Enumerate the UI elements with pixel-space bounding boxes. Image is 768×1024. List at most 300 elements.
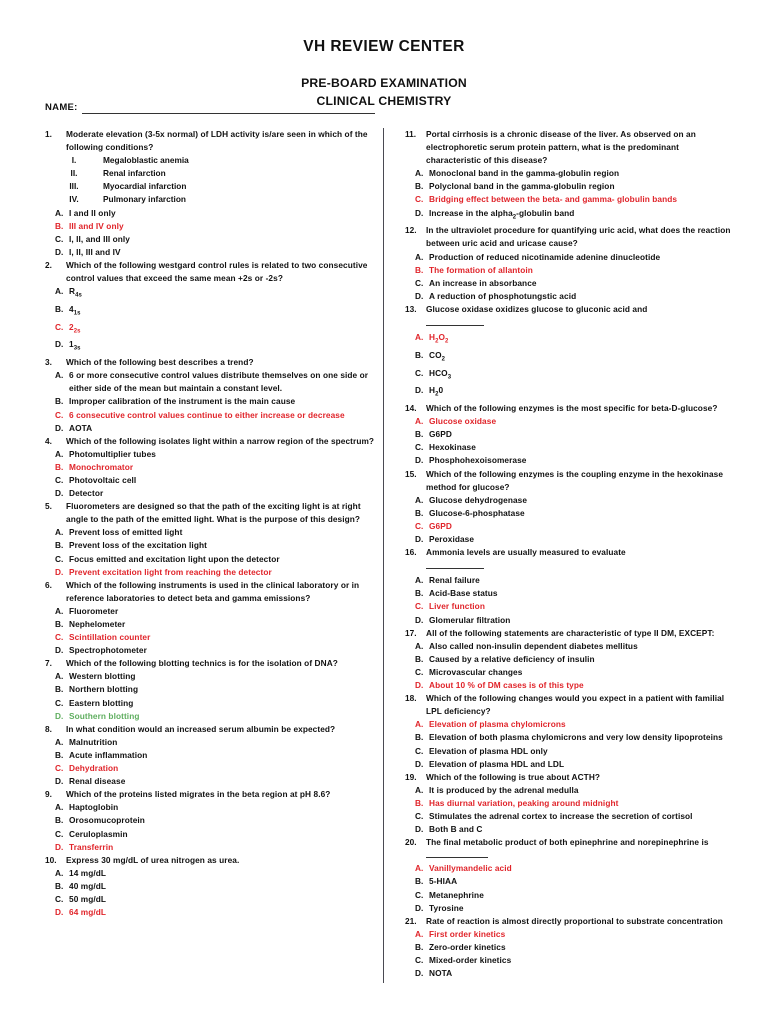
option-row[interactable] [45,422,375,435]
option-letter: B. [415,429,424,440]
option-row[interactable] [405,290,735,303]
option-row[interactable] [405,384,735,402]
roman-numeral: IV. [69,194,79,205]
option-row[interactable] [45,880,375,893]
question-stem [405,546,735,559]
option-row[interactable] [45,409,375,422]
option-row[interactable] [405,441,735,454]
option-text: Focus emitted and excitation light upon the detector [69,553,280,564]
option-row[interactable] [405,758,735,771]
option-letter: C. [55,763,64,774]
question-block [45,500,375,579]
option-text: First order kinetics [429,928,506,939]
question-block [405,468,735,547]
option-row[interactable] [405,454,735,467]
roman-item-text: Renal infarction [103,168,166,179]
option-text: A reduction of phosphotungstic acid [429,290,577,301]
question-stem [405,402,735,415]
roman-list-item [45,180,375,193]
option-text: Western blotting [69,671,136,682]
option-letter: D. [415,455,424,466]
option-row[interactable] [405,207,735,225]
question-number: 3. [45,357,52,368]
option-text: Renal failure [429,575,480,586]
option-letter: A. [55,286,64,297]
question-block [45,128,375,259]
option-letter: D. [415,902,424,913]
option-list [45,670,375,722]
option-list [405,167,735,224]
option-letter: D. [55,566,64,577]
option-text: Glucose-6-phosphatase [429,507,525,518]
option-row[interactable] [45,841,375,854]
question-stem [405,128,735,167]
review-center-title: VH REVIEW CENTER [303,38,465,55]
option-letter: C. [55,233,64,244]
option-text: Elevation of plasma HDL only [429,745,548,756]
option-row[interactable] [45,369,375,395]
left-column [45,128,375,919]
question-stem [45,788,375,801]
option-text: Hexokinase [429,442,476,453]
option-letter: B. [55,303,64,314]
option-list [45,285,375,356]
option-row[interactable] [405,264,735,277]
option-row[interactable] [45,670,375,683]
option-row[interactable] [405,967,735,980]
option-letter: A. [415,863,424,874]
option-letter: A. [55,802,64,813]
option-letter: A. [415,332,424,343]
option-row[interactable] [45,710,375,723]
option-text: Zero-order kinetics [429,941,506,952]
question-stem [45,435,375,448]
option-row[interactable] [45,683,375,696]
question-number: 21. [405,915,417,926]
answer-blank-wrap [426,560,735,573]
option-row[interactable] [45,526,375,539]
option-text: Production of reduced nicotinamide adenine dinucleotide [429,251,661,262]
option-letter: D. [55,422,64,433]
option-text: Polyclonal band in the gamma-globulin region [429,181,615,192]
option-row[interactable] [405,954,735,967]
option-text: Both B and C [429,824,483,835]
option-row[interactable] [45,906,375,919]
answer-blank[interactable] [426,560,484,569]
option-text: Phosphohexoisomerase [429,455,527,466]
option-text: Vanillymandelic acid [429,863,512,874]
answer-blank-wrap [426,317,735,330]
option-letter: D. [55,907,64,918]
option-text: Also called non-insulin dependent diabetes mellitus [429,640,638,651]
option-text: 40 mg/dL [69,880,107,891]
option-letter: B. [55,880,64,891]
option-letter: B. [55,619,64,629]
option-letter: C. [415,277,424,288]
option-row[interactable] [45,566,375,579]
option-row[interactable] [45,775,375,788]
option-row[interactable] [405,587,735,600]
question-text: Which of the following westgard control rules is related to two consecutive control values that exceed the same mean +2s or -2s? [66,259,368,284]
option-list [45,801,375,853]
question-text: Which of the following instruments is used in the clinical laboratory or in reference laboratories to detect beta and gamma emissions? [66,579,360,603]
option-letter: D. [415,385,424,396]
option-row[interactable] [405,180,735,193]
option-letter: B. [55,540,64,551]
option-row[interactable] [405,718,735,731]
roman-list-item [45,167,375,180]
option-text: I, II, and III only [69,233,130,244]
option-row[interactable] [405,415,735,428]
option-letter: A. [55,867,64,878]
question-block [45,259,375,356]
option-text: $HCO_3$ [429,367,452,381]
option-row[interactable] [45,461,375,474]
option-text: Orosomucoprotein [69,815,145,826]
option-row[interactable] [405,797,735,810]
question-number: 18. [405,693,417,704]
option-letter: B. [55,815,64,826]
option-row[interactable] [405,193,735,206]
answer-blank-row [405,316,735,331]
option-text: Ceruloplasmin [69,828,128,839]
question-block [405,128,735,224]
option-letter: B. [415,264,424,275]
question-stem [405,224,735,250]
option-text: Peroxidase [429,534,475,544]
question-block [45,356,375,435]
option-letter: C. [55,632,64,643]
option-row[interactable] [405,862,735,875]
option-row[interactable] [45,631,375,644]
option-row[interactable] [405,745,735,758]
name-field-row [45,102,375,114]
option-text: Detector [69,488,104,499]
question-stem [45,723,375,736]
option-letter: A. [55,671,64,682]
option-text: Has diurnal variation, peaking around midnight [429,797,619,808]
question-stem [45,657,375,670]
option-row[interactable] [405,428,735,441]
question-number: 2. [45,259,52,270]
option-list [405,862,735,914]
option-row[interactable] [405,331,735,349]
option-row[interactable] [405,277,735,290]
option-letter: D. [415,680,424,691]
option-row[interactable] [45,618,375,631]
option-list [45,526,375,578]
option-text: Malnutrition [69,736,118,747]
option-text: An increase in absorbance [429,277,537,288]
question-number: 14. [405,403,417,414]
option-list [45,736,375,788]
option-text: Northern blotting [69,684,139,695]
question-text: Rate of reaction is almost directly proportional to substrate concentration [426,915,723,926]
question-block [45,657,375,722]
option-text: Prevent excitation light from reaching the detector [69,566,272,577]
option-text: Tyrosine [429,902,464,913]
option-row[interactable] [405,941,735,954]
option-text: $2_{2s}$ [69,321,81,335]
option-row[interactable] [405,167,735,180]
question-stem [405,692,735,718]
option-text: Renal disease [69,776,126,787]
question-number: 4. [45,435,52,446]
option-row[interactable] [45,220,375,233]
question-text: Fluorometers are designed so that the path of the exciting light is at right angle to the path of the emitted light. What is the purpose of this design? [66,501,361,525]
option-row[interactable] [405,640,735,653]
option-letter: B. [415,797,424,808]
option-list [405,718,735,770]
option-text: Bridging effect between the beta- and gamma- globulin bands [429,194,678,205]
option-row[interactable] [45,395,375,408]
option-row[interactable] [45,233,375,246]
option-row[interactable] [405,679,735,692]
option-letter: B. [415,181,424,192]
option-letter: D. [55,645,64,656]
option-letter: C. [55,553,64,564]
option-row[interactable] [405,810,735,823]
option-text: G6PD [429,429,452,440]
option-text: Nephelometer [69,619,126,629]
option-letter: B. [415,876,424,887]
question-block [405,692,735,771]
question-text: Which of the following is true about ACTH? [426,771,601,782]
option-row[interactable] [405,666,735,679]
option-row[interactable] [45,762,375,775]
option-letter: B. [55,396,64,407]
option-text: Glucose oxidase [429,416,497,427]
option-row[interactable] [45,644,375,657]
option-letter: A. [415,928,424,939]
question-text: Express 30 mg/dL of urea nitrogen as urea. [66,854,240,865]
question-stem [45,128,375,154]
option-letter: A. [55,448,64,459]
option-letter: C. [415,601,424,612]
option-text: AOTA [69,422,93,433]
option-row[interactable] [45,487,375,500]
option-letter: C. [415,194,424,205]
option-letter: D. [55,841,64,852]
option-letter: B. [55,749,64,760]
option-row[interactable] [45,605,375,618]
option-letter: A. [415,251,424,262]
option-letter: B. [415,732,424,743]
option-text: Stimulates the adrenal cortex to increase the secretion of cortisol [429,810,693,821]
option-row[interactable] [405,614,735,627]
option-letter: D. [415,290,424,301]
option-letter: A. [415,640,424,651]
option-row[interactable] [45,814,375,827]
roman-item-text: Pulmonary infarction [103,194,186,205]
option-text: $1_{3s}$ [69,339,81,353]
option-list [45,867,375,919]
option-row[interactable] [405,653,735,666]
option-row[interactable] [45,749,375,762]
option-text: Scintillation counter [69,632,151,643]
option-text: About 10 % of DM cases is of this type [429,680,584,691]
option-row[interactable] [405,902,735,915]
option-row[interactable] [405,600,735,613]
question-stem [405,468,735,494]
question-block [405,627,735,692]
option-text: It is produced by the adrenal medulla [429,784,579,795]
option-row[interactable] [45,801,375,814]
option-row[interactable] [405,875,735,888]
option-row[interactable] [45,321,375,339]
option-row[interactable] [405,520,735,533]
question-block [45,788,375,853]
option-letter: C. [415,889,424,900]
option-row[interactable] [405,823,735,836]
option-row[interactable] [45,867,375,880]
option-row[interactable] [45,736,375,749]
option-text: Monochromator [69,461,134,472]
option-list [45,448,375,500]
option-text: Metanephrine [429,889,484,900]
option-text: I and II only [69,207,116,218]
option-row[interactable] [405,574,735,587]
option-letter: D. [55,246,64,257]
question-stem [405,627,735,640]
option-row[interactable] [405,349,735,367]
option-text: Eastern blotting [69,697,134,708]
exam-type-heading: PRE-BOARD EXAMINATION [301,76,467,90]
option-letter: D. [55,710,64,721]
option-letter: D. [415,614,424,625]
question-text: The final metabolic product of both epinephrine and norepinephrine is [426,836,735,862]
option-row[interactable] [45,553,375,566]
option-text: Photomultiplier tubes [69,448,156,459]
option-text: III and IV only [69,220,124,231]
option-letter: B. [415,941,424,952]
answer-blank[interactable] [426,317,484,326]
option-row[interactable] [405,494,735,507]
option-text: Increase in the alpha$_2$-globulin band [429,207,575,221]
question-stem [45,356,375,369]
option-row[interactable] [405,507,735,520]
question-columns [0,128,768,996]
question-block [405,303,735,402]
question-block [45,854,375,919]
option-letter: D. [415,758,424,769]
question-number: 6. [45,579,52,590]
question-number: 9. [45,789,52,800]
option-text: 50 mg/dL [69,893,107,904]
question-number: 8. [45,723,52,734]
question-number: 5. [45,501,52,512]
option-letter: A. [415,575,424,586]
option-list [45,207,375,259]
question-text: Which of the following changes would you expect in a patient with familial LPL deficiency? [426,693,725,717]
option-letter: B. [55,684,64,695]
question-number: 7. [45,658,52,669]
name-input-rule[interactable] [82,102,375,114]
option-row[interactable] [405,533,735,546]
question-block [405,771,735,836]
option-row[interactable] [405,731,735,744]
option-text: Prevent loss of emitted light [69,527,183,538]
option-row[interactable] [405,251,735,264]
question-block [405,546,735,627]
option-text: Monoclonal band in the gamma-globulin region [429,168,620,179]
option-row[interactable] [45,338,375,356]
option-letter: C. [415,810,424,821]
option-letter: A. [55,207,64,218]
option-letter: B. [55,461,64,472]
option-letter: C. [55,697,64,708]
option-row[interactable] [45,285,375,303]
question-text: Ammonia levels are usually measured to evaluate [426,547,626,558]
option-letter: A. [55,527,64,538]
option-row[interactable] [405,367,735,385]
option-row[interactable] [45,474,375,487]
question-number: 16. [405,547,417,558]
option-letter: A. [55,605,64,616]
option-list [405,928,735,980]
option-text: Prevent loss of the excitation light [69,540,207,551]
option-letter: D. [415,968,424,979]
option-text: Photovoltaic cell [69,474,137,485]
option-text: G6PD [429,520,452,531]
question-text: Glucose oxidase oxidizes glucose to gluconic acid and [426,303,648,314]
option-text: Mixed-order kinetics [429,955,512,965]
option-row[interactable] [45,539,375,552]
question-text: Moderate elevation (3-5x normal) of LDH activity is/are seen in which of the following conditions? [66,129,368,153]
option-row[interactable] [45,448,375,461]
option-letter: D. [55,776,64,787]
option-row[interactable] [45,828,375,841]
option-text: Haptoglobin [69,802,119,813]
option-letter: B. [415,507,424,518]
option-letter: A. [55,736,64,747]
option-row[interactable] [405,928,735,941]
option-text: Elevation of plasma chylomicrons [429,719,566,730]
option-row[interactable] [45,697,375,710]
option-letter: B. [415,588,424,599]
option-list [405,415,735,467]
option-letter: C. [55,828,64,839]
option-list [405,574,735,626]
option-row[interactable] [405,889,735,902]
option-list [405,494,735,546]
option-list [405,331,735,402]
option-row[interactable] [405,784,735,797]
question-block [45,723,375,788]
option-row[interactable] [45,246,375,259]
option-letter: C. [415,520,424,531]
page-header [0,0,768,108]
question-block [45,579,375,658]
option-text: 6 consecutive control values continue to either increase or decrease [69,409,345,420]
option-text: Caused by a relative deficiency of insulin [429,653,595,664]
option-letter: C. [55,409,64,420]
option-row[interactable] [45,893,375,906]
roman-numeral: II. [70,168,78,179]
question-stem [45,854,375,867]
option-list [405,251,735,303]
option-text: Elevation of plasma HDL and LDL [429,758,565,769]
option-row[interactable] [45,303,375,321]
roman-list-item [45,193,375,206]
roman-list-item [45,154,375,167]
option-row[interactable] [45,207,375,220]
question-number: 19. [405,771,417,782]
option-text: $CO_2$ [429,349,446,363]
option-text: Transferrin [69,841,114,852]
question-block [405,224,735,303]
answer-blank[interactable] [426,849,488,858]
